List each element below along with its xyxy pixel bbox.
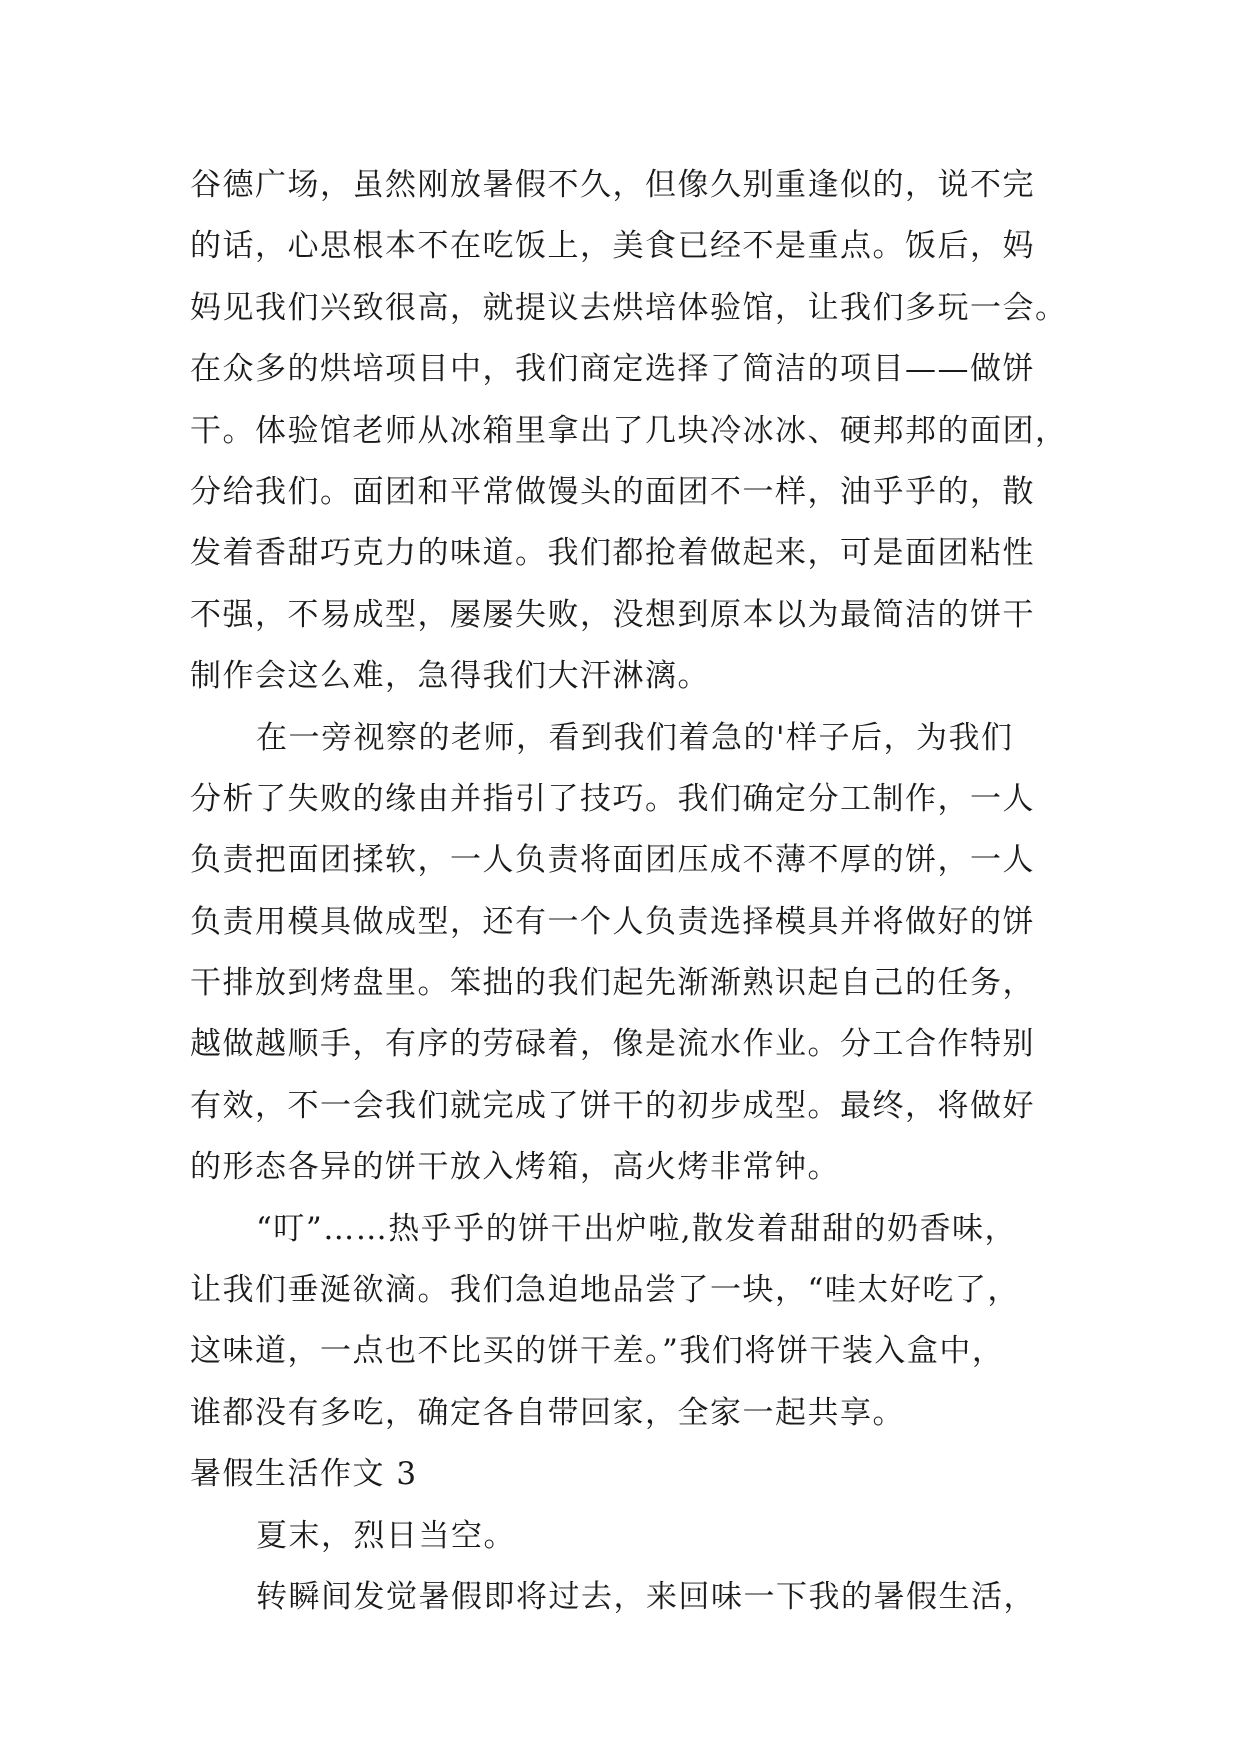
- text-line: 妈见我们兴致很高，就提议去烘培体验馆，让我们多玩一会。: [190, 289, 1068, 326]
- document-body: [190, 155, 1070, 1628]
- text-line: 制作会这么难，急得我们大汗淋漓。: [190, 658, 710, 695]
- text-line: 转瞬间发觉暑假即将过去，来回味一下我的暑假生活，: [256, 1578, 1036, 1615]
- paragraph-3: [190, 1199, 1070, 1445]
- text-line: 负责用模具做成型，还有一个人负责选择模具并将做好的饼: [190, 903, 1035, 940]
- text-line: 越做越顺手，有序的劳碌着，像是流水作业。分工合作特别: [190, 1026, 1035, 1063]
- text-line: 负责把面团揉软，一人负责将面团压成不薄不厚的饼，一人: [190, 842, 1035, 879]
- paragraph-1: [190, 155, 1070, 708]
- text-line: 谁都没有多吃，确定各自带回家，全家一起共享。: [190, 1394, 905, 1431]
- paragraph-2: [190, 708, 1070, 1199]
- text-line: 夏末，烈日当空。: [256, 1517, 516, 1554]
- text-line: 在众多的烘培项目中，我们商定选择了简洁的项目——做饼: [190, 351, 1035, 388]
- paragraph-4: [190, 1506, 1070, 1567]
- text-line: 不强，不易成型，屡屡失败，没想到原本以为最简洁的饼干: [190, 596, 1035, 633]
- text-line: 有效，不一会我们就完成了饼干的初步成型。最终，将做好: [190, 1087, 1035, 1124]
- paragraph-5: [190, 1567, 1070, 1628]
- text-line: 分给我们。面团和平常做馒头的面团不一样，油乎乎的，散: [190, 473, 1035, 510]
- text-line: 分析了失败的缘由并指引了技巧。我们确定分工制作，一人: [190, 780, 1035, 817]
- text-line: 让我们垂涎欲滴。我们急迫地品尝了一块，“哇太好吃了，: [190, 1272, 1020, 1309]
- text-line: 这味道，一点也不比买的饼干差。”我们将饼干装入盒中，: [190, 1333, 1005, 1370]
- text-line: 的话，心思根本不在吃饭上，美食已经不是重点。饭后，妈: [190, 228, 1035, 265]
- text-line: 发着香甜巧克力的味道。我们都抢着做起来，可是面团粘性: [190, 535, 1035, 572]
- text-line: 谷德广场，虽然刚放暑假不久，但像久别重逢似的，说不完: [190, 167, 1035, 203]
- section-title: [190, 1444, 1070, 1505]
- text-line: “叮”……热乎乎的饼干出炉啦,散发着甜甜的奶香味，: [256, 1210, 1018, 1247]
- text-line: 干排放到烤盘里。笨拙的我们起先渐渐熟识起自己的任务，: [190, 965, 1035, 1002]
- text-line: 干。体验馆老师从冰箱里拿出了几块冷冰冰、硬邦邦的面团，: [190, 412, 1068, 449]
- section-heading: 暑假生活作文 3: [190, 1456, 418, 1493]
- text-line: 在一旁视察的老师，看到我们着急的'样子后，为我们: [256, 719, 1014, 756]
- text-line: 的形态各异的饼干放入烤箱，高火烤非常钟。: [190, 1149, 840, 1186]
